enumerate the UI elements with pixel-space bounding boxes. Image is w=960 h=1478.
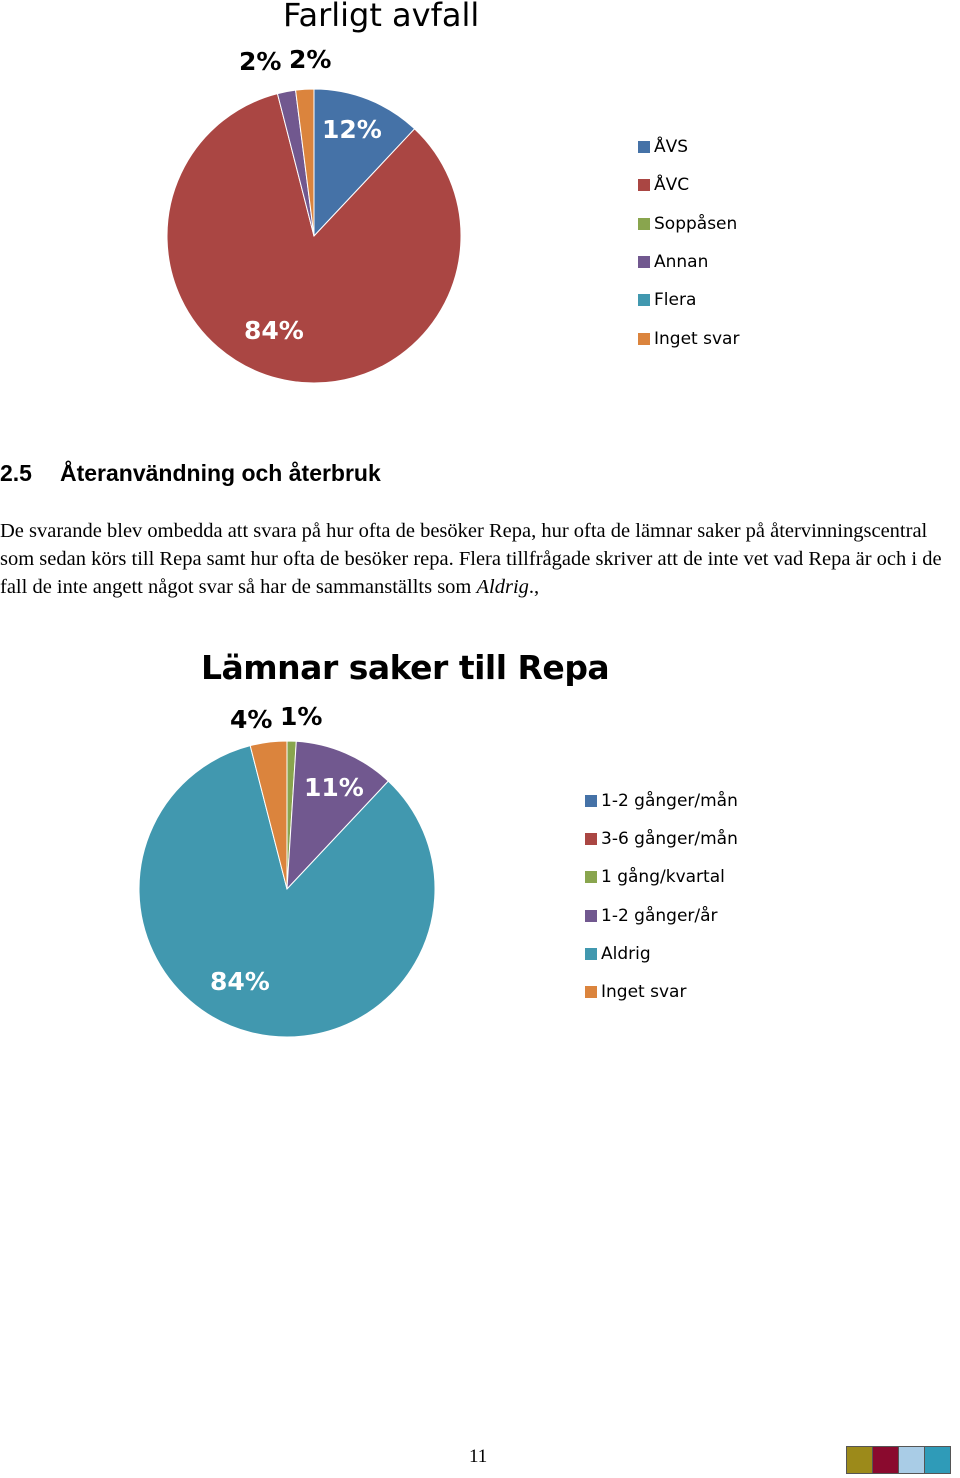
legend-item (585, 897, 738, 935)
footer-swatch (925, 1447, 950, 1473)
legend-item (638, 166, 739, 204)
legend-item (638, 281, 739, 319)
footer-color-bar (846, 1446, 951, 1474)
section-title: Återanvändning och återbruk (60, 460, 381, 486)
legend-item (638, 205, 739, 243)
legend-swatch (585, 910, 597, 922)
legend-label: Aldrig (601, 943, 651, 964)
chart-2-label-aldrig: 84% (210, 967, 270, 996)
chart-1-label-inget-svar: 2% (289, 45, 332, 74)
chart-2-title: Lämnar saker till Repa (201, 648, 610, 687)
legend-item (638, 319, 739, 357)
chart-2-label-kvartal: 1% (280, 702, 323, 731)
legend-swatch (638, 218, 650, 230)
legend-swatch (585, 948, 597, 960)
legend-swatch (585, 833, 597, 845)
legend-item (638, 243, 739, 281)
page-number: 11 (469, 1446, 488, 1467)
legend-swatch (638, 294, 650, 306)
legend-item (585, 973, 738, 1011)
legend-label: Annan (654, 252, 709, 273)
legend-label: Inget svar (601, 982, 687, 1003)
legend-label: 1-2 gånger/mån (601, 791, 738, 812)
legend-label: Soppåsen (654, 213, 738, 234)
chart-2-pie (0, 0, 500, 1060)
section-number: 2.5 (0, 460, 32, 486)
legend-label: 1 gång/kvartal (601, 867, 725, 888)
footer-swatch (847, 1447, 873, 1473)
chart-2-label-ar: 11% (304, 773, 364, 802)
legend-item (585, 820, 738, 858)
chart-1-legend (638, 128, 739, 358)
legend-swatch (638, 141, 650, 153)
legend-swatch (638, 256, 650, 268)
paragraph-tail: ., (528, 576, 540, 598)
legend-item (585, 858, 738, 896)
legend-label: 3-6 gånger/mån (601, 829, 738, 850)
legend-label: 1-2 gånger/år (601, 905, 718, 926)
legend-swatch (638, 333, 650, 345)
chart-1-label-avs: 12% (322, 115, 382, 144)
paragraph-emphasis: Aldrig (476, 576, 529, 598)
footer-swatch (899, 1447, 925, 1473)
legend-label: Flera (654, 290, 697, 311)
legend-label: ÅVS (654, 137, 689, 158)
chart-2-legend (585, 782, 738, 1011)
legend-swatch (638, 179, 650, 191)
chart-1-title: Farligt avfall (283, 0, 480, 34)
legend-item (585, 782, 738, 820)
legend-swatch (585, 795, 597, 807)
legend-label: Inget svar (654, 328, 740, 349)
paragraph-text: De svarande blev ombedda att svara på hur ofta de besöker Repa, hur ofta de lämnar saker på återvinningscentral som sedan körs till Repa samt hur ofta de besöker repa. Flera tillfrågade skriver att de inte vet vad Repa är och i de fall de inte angett något svar så har de sammanställts som (0, 520, 942, 598)
legend-item (638, 128, 739, 166)
footer-swatch (873, 1447, 899, 1473)
legend-label: ÅVC (654, 175, 690, 196)
chart-1-label-avc: 84% (244, 316, 304, 345)
chart-1-label-annan: 2% (239, 47, 282, 76)
legend-swatch (585, 871, 597, 883)
chart-2-label-inget-svar: 4% (230, 705, 273, 734)
legend-item (585, 935, 738, 973)
legend-swatch (585, 986, 597, 998)
